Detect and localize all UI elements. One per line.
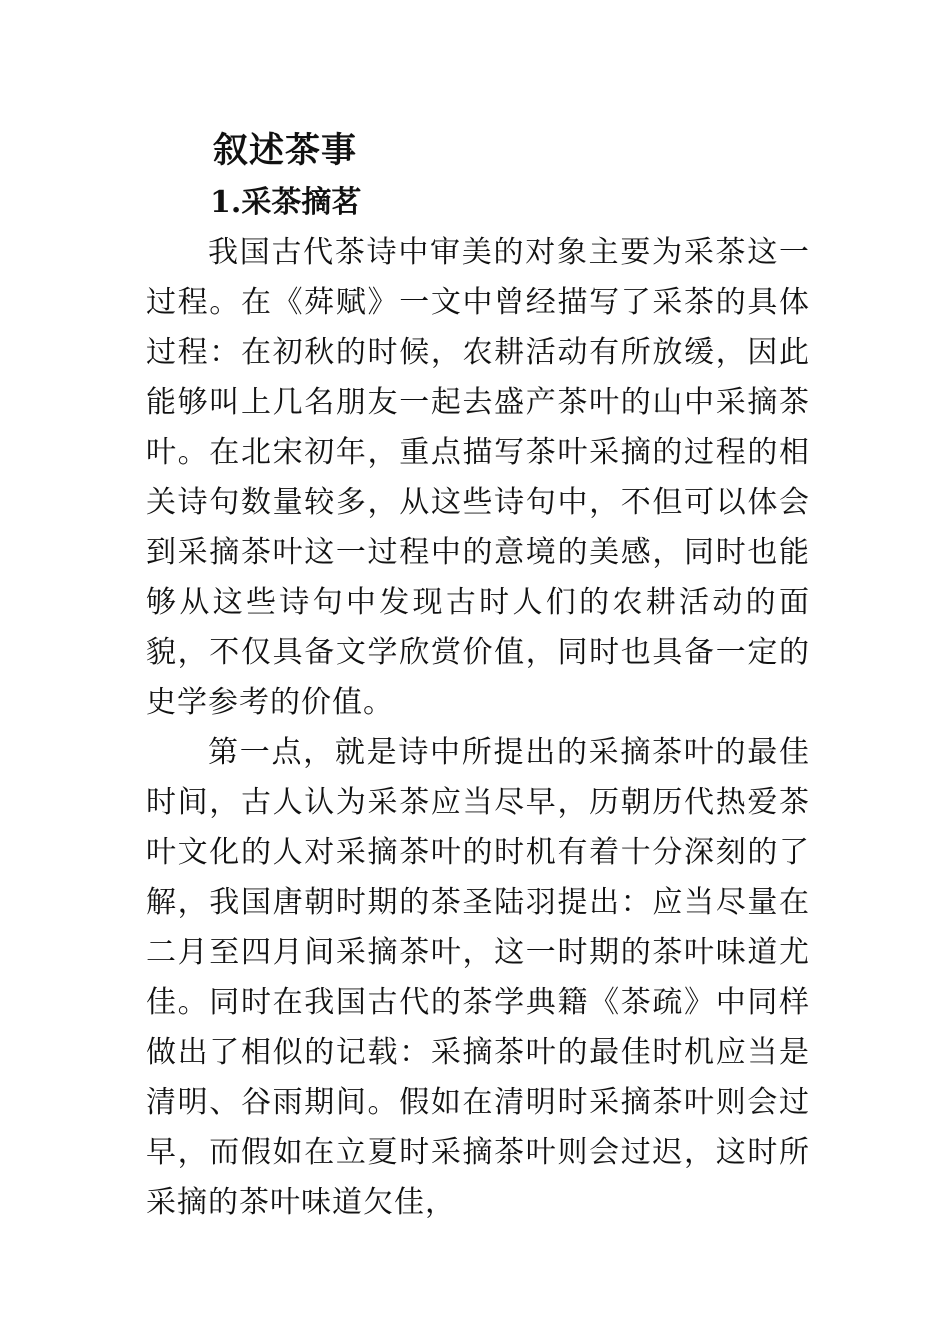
document-title: 叙述茶事 — [213, 130, 358, 171]
paragraph-1: 我国古代茶诗中审美的对象主要为采茶这一过程。在《荈赋》一文中曾经描写了采茶的具体过程：在初秋的时候，农耕活动有所放缓，因此能够叫上几名朋友一起去盛产茶叶的山中采摘茶叶。在北宋初年，重点描写茶叶采摘的过程的相关诗句数量较多，从这些诗句中，不但可以体会到采摘茶叶这一过程中的意境的美感，同时也能够从这些诗句中发现古时人们的农耕活动的面貌，不仅具备文学欣赏价值，同时也具备一定的史学参考的价值。 — [146, 235, 810, 720]
paragraph-2: 第一点，就是诗中所提出的采摘茶叶的最佳时间，古人认为采茶应当尽早，历朝历代热爱茶叶文化的人对采摘茶叶的时机有着十分深刻的了解，我国唐朝时期的茶圣陆羽提出：应当尽量在二月至四月间采摘茶叶，这一时期的茶叶味道尤佳。同时在我国古代的茶学典籍《茶疏》中同样做出了相似的记载：采摘茶叶的最佳时机应当是清明、谷雨期间。假如在清明时采摘茶叶则会过早，而假如在立夏时采摘茶叶则会过迟，这时所采摘的茶叶味道欠佳， — [146, 735, 810, 1220]
section-heading: 1.采茶摘茗 — [210, 185, 362, 220]
